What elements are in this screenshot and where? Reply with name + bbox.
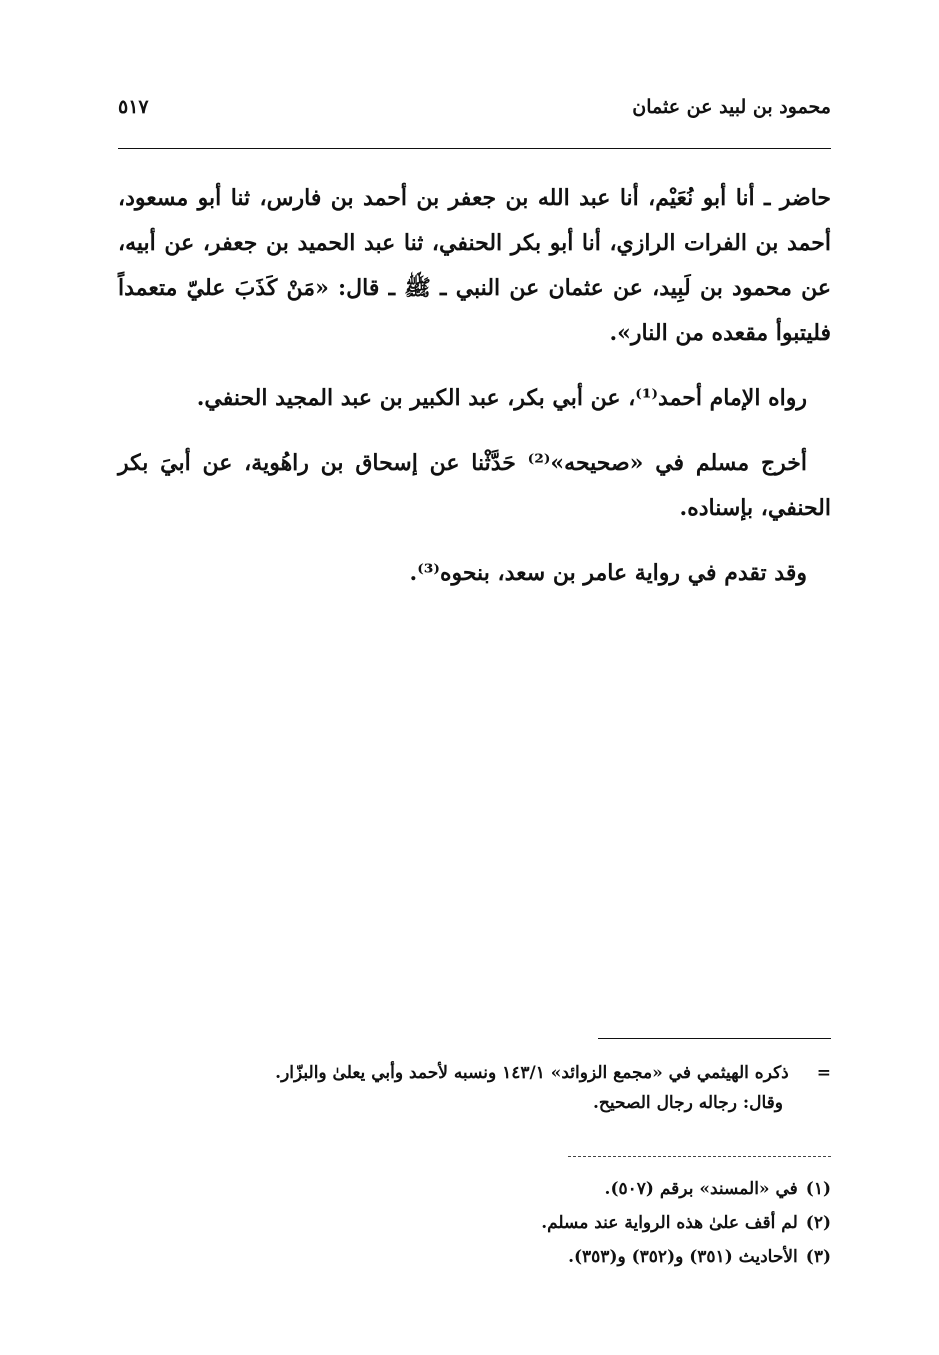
header-divider [118, 148, 831, 149]
header-title: محمود بن لبيد عن عثمان [632, 96, 831, 118]
main-text [118, 176, 831, 616]
paragraph-muslim: أخرج مسلم في «صحيحه»⁽²⁾ حَدَّثْنا عن إسحاق بن راهُوية، عن أبيَ بكر الحنفي، بإسناده. [118, 450, 831, 521]
footnote-divider [598, 1038, 831, 1039]
paragraph-previous: وقد تقدم في رواية عامر بن سعد، بنحوه⁽³⁾. [409, 560, 807, 586]
paragraph-ahmad: رواه الإمام أحمد⁽¹⁾، عن أبي بكر، عبد الكبير بن عبد المجيد الحنفي. [196, 385, 807, 411]
page-number: ٥١٧ [118, 96, 149, 118]
continued-footnote [118, 1058, 831, 1118]
footnotes-list [118, 1172, 831, 1274]
continued-line-2: وقال: رجاله رجال الصحيح. [593, 1093, 783, 1113]
footnote-number: (٣) [805, 1247, 831, 1267]
footnote-item [118, 1240, 831, 1274]
footnote-number: (١) [805, 1179, 831, 1199]
continued-marker: = [816, 1063, 831, 1083]
footnote-item [118, 1206, 831, 1240]
footnote-text: في «المسند» برقم (٥٠٧). [604, 1179, 798, 1199]
continued-line-1: ذكره الهيثمي في «مجمع الزوائد» ١٤٣/١ ونسبه لأحمد وأبي يعلىٰ والبزّار. [275, 1063, 789, 1083]
footnote-number: (٢) [805, 1213, 831, 1233]
footnote-dashed-divider [568, 1156, 831, 1157]
footnote-item [118, 1172, 831, 1206]
paragraph-isnad: حاضر ـ أنا أبو نُعَيْم، أنا عبد الله بن جعفر بن أحمد بن فارس، ثنا أبو مسعود، أحمد بن الفرات الرازي، أنا أبو بكر الحنفي، ثنا عبد الحميد بن جعفر، عن أبيه، عن محمود بن لَبِيد، عن عثمان عن النبي ـ ﷺ ـ قال: «مَنْ كَذَبَ عليّ متعمداً فليتبوأ مقعده من النار». [118, 185, 831, 346]
running-header [118, 96, 831, 136]
footnote-text: لم أقف علىٰ هذه الرواية عند مسلم. [541, 1213, 798, 1233]
footnote-text: الأحاديث (٣٥١) و(٣٥٢) و(٣٥٣). [568, 1247, 798, 1267]
